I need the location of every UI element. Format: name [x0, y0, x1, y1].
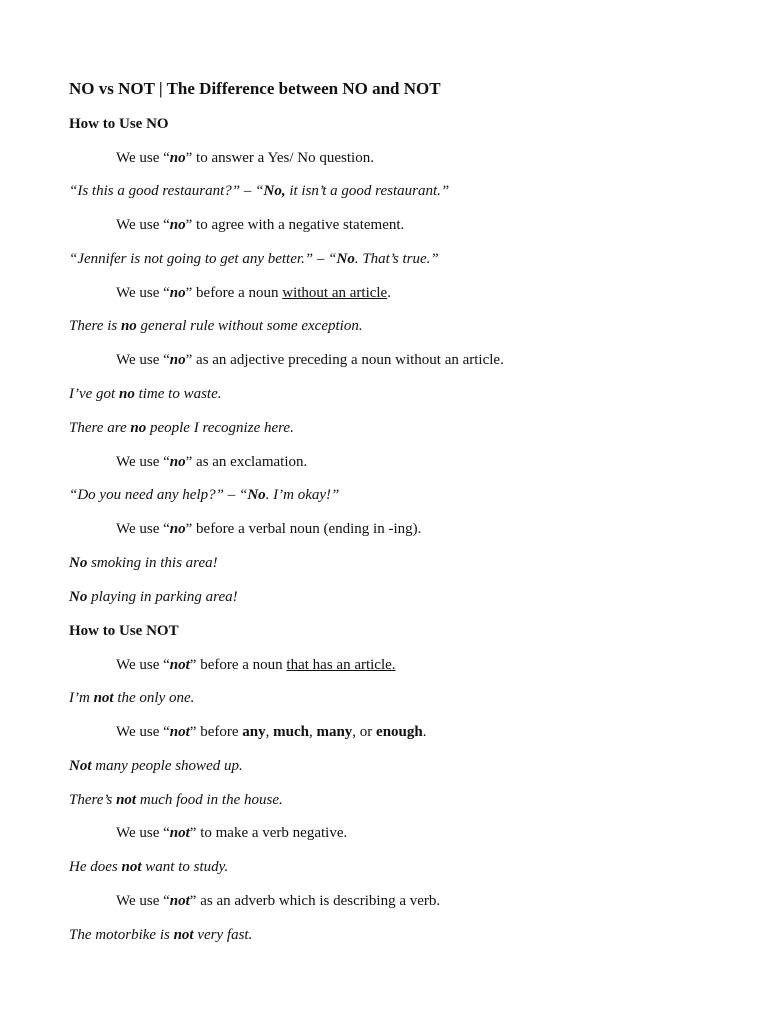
- example-motorbike: The motorbike is not very fast.: [69, 927, 253, 943]
- example-jennifer: “Jennifer is not going to get any better.” – “No. That’s true.”: [69, 251, 439, 267]
- example-only-one: I’m not the only one.: [69, 690, 195, 706]
- rule-quantifiers: We use “not” before any, much, many, or enough.: [116, 724, 427, 740]
- example-people-recognize: There are no people I recognize here.: [69, 420, 294, 436]
- example-much-food: There’s not much food in the house.: [69, 792, 283, 808]
- rule-noun-with-article: We use “not” before a noun that has an article.: [116, 657, 396, 673]
- example-general-rule: There is no general rule without some exception.: [69, 318, 363, 334]
- example-no-playing: No playing in parking area!: [69, 589, 238, 605]
- example-restaurant: “Is this a good restaurant?” – “No, it isn’t a good restaurant.”: [69, 183, 450, 199]
- example-time-to-waste: I’ve got no time to waste.: [69, 386, 222, 402]
- rule-noun-without-article: We use “no” before a noun without an article.: [116, 285, 391, 301]
- example-no-smoking: No smoking in this area!: [69, 555, 218, 571]
- rule-yes-no-question: We use “no” to answer a Yes/ No question.: [116, 150, 374, 166]
- rule-adjective: We use “no” as an adjective preceding a noun without an article.: [116, 352, 504, 368]
- example-want-to-study: He does not want to study.: [69, 859, 229, 875]
- example-need-help: “Do you need any help?” – “No. I’m okay!”: [69, 487, 340, 503]
- rule-adverb: We use “not” as an adverb which is describing a verb.: [116, 893, 441, 909]
- rule-verbal-noun: We use “no” before a verbal noun (ending in -ing).: [116, 521, 422, 537]
- example-many-people: Not many people showed up.: [69, 758, 243, 774]
- heading-how-to-use-no: How to Use NO: [69, 116, 169, 132]
- rule-verb-negative: We use “not” to make a verb negative.: [116, 825, 348, 841]
- rule-exclamation: We use “no” as an exclamation.: [116, 454, 308, 470]
- heading-how-to-use-not: How to Use NOT: [69, 623, 179, 639]
- rule-negative-statement: We use “no” to agree with a negative statement.: [116, 217, 405, 233]
- page-title: NO vs NOT | The Difference between NO and NOT: [69, 79, 441, 98]
